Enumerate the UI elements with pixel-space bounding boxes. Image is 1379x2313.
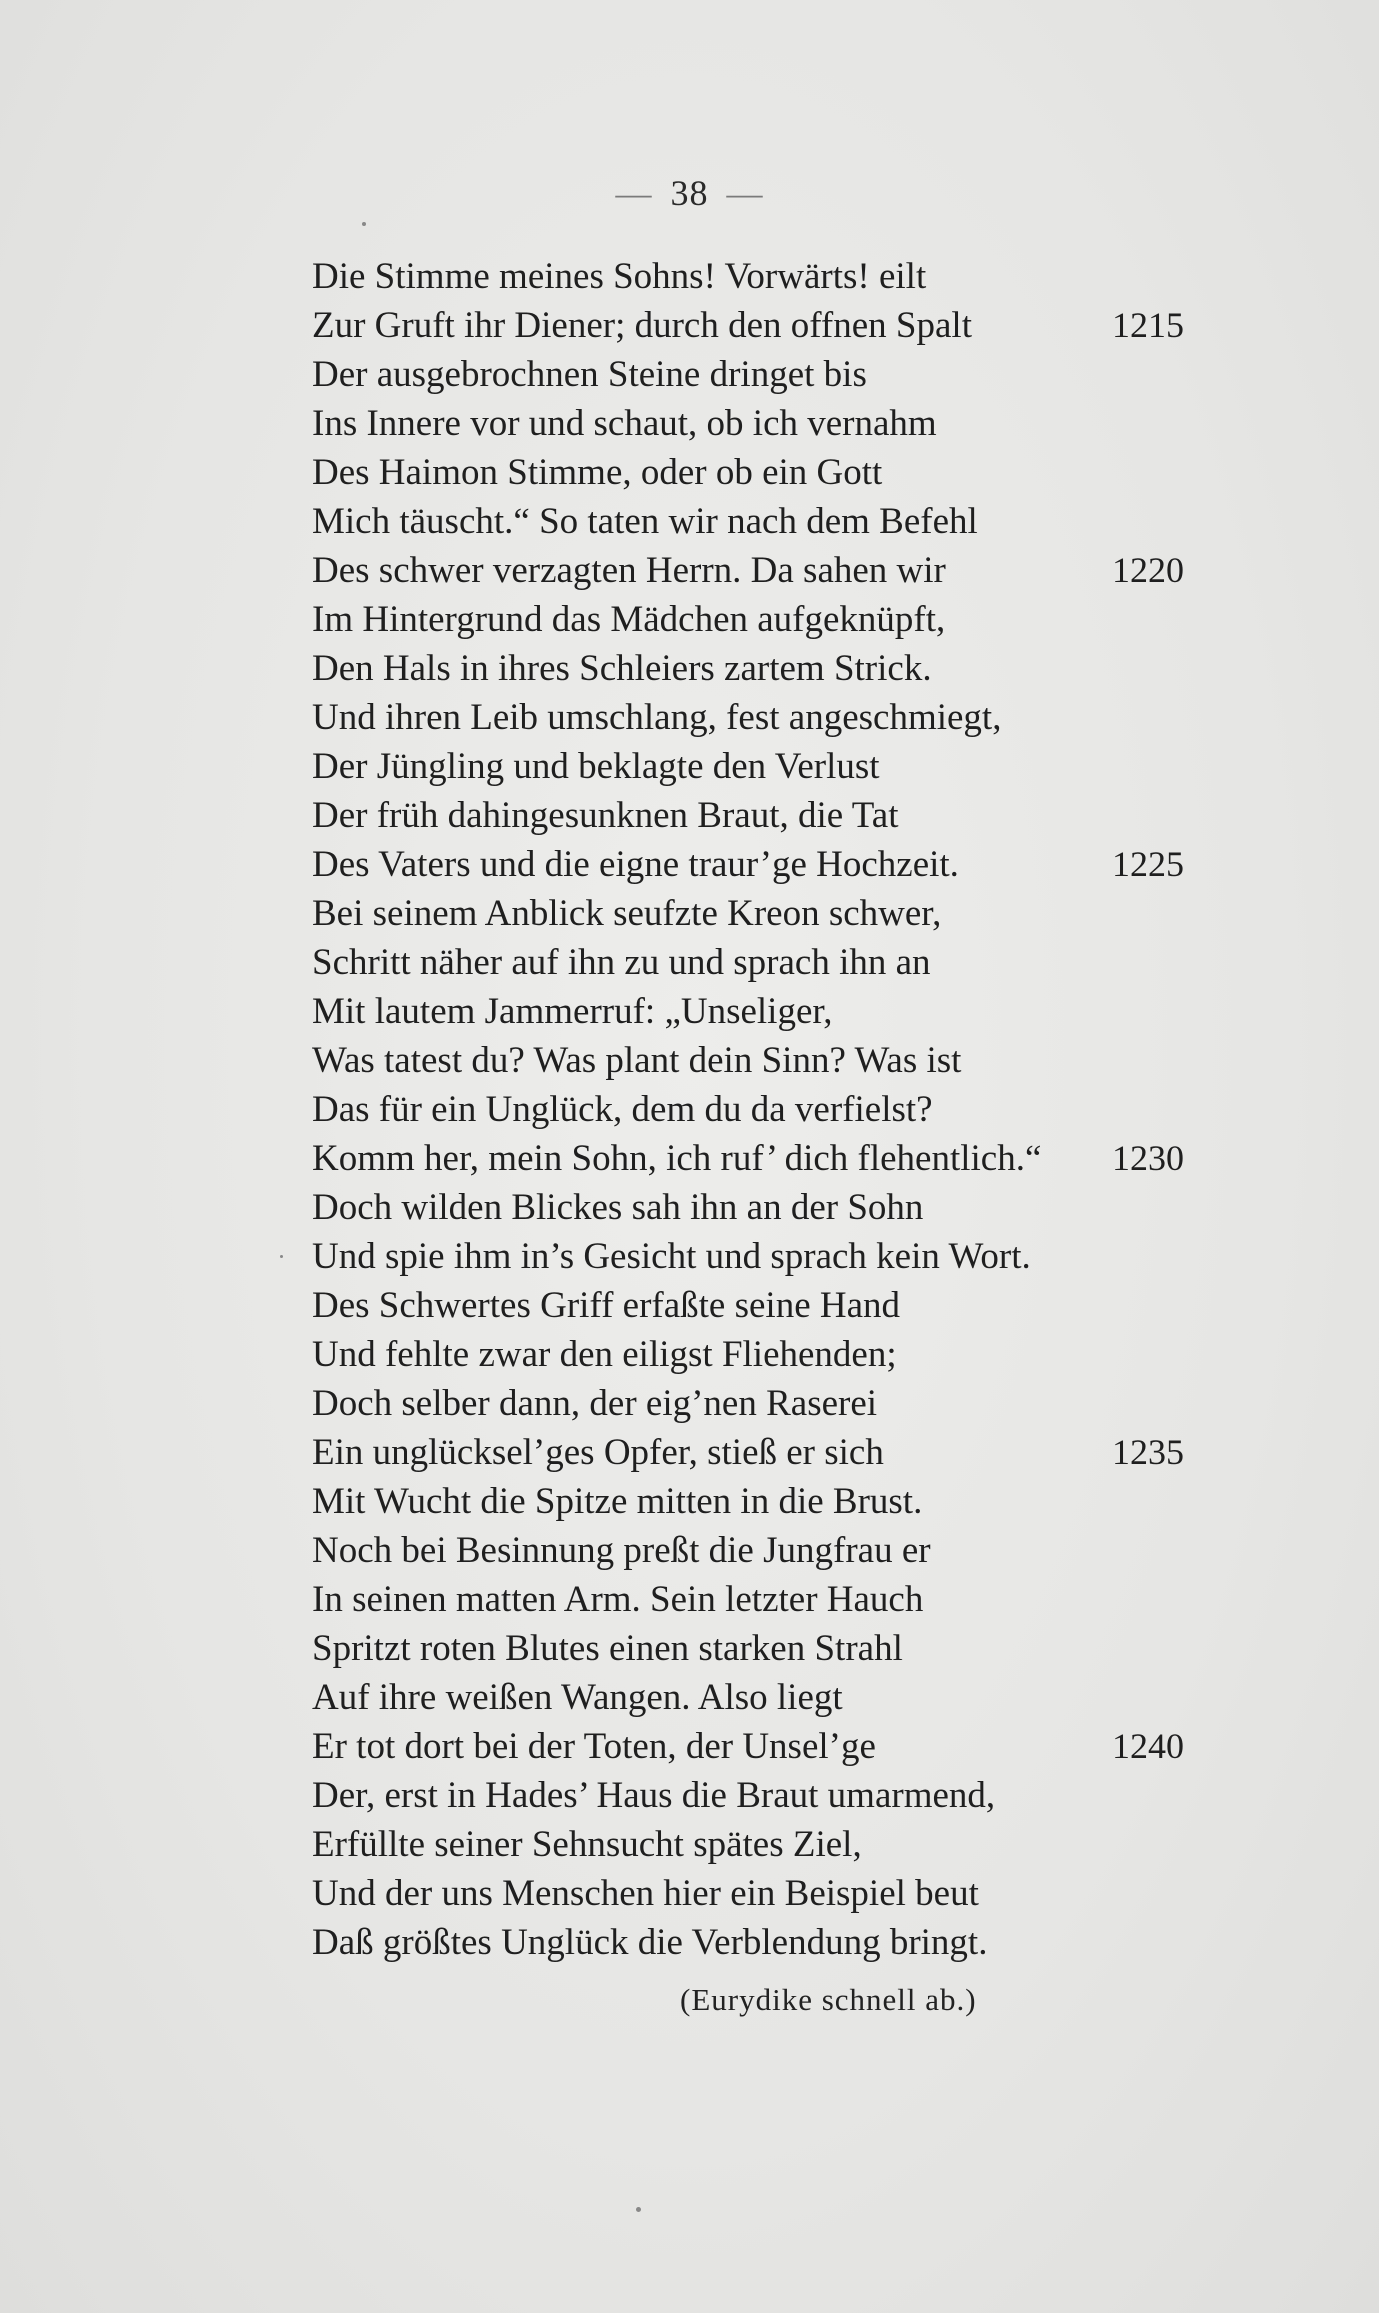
verse-line-text: Ins Innere vor und schaut, ob ich vernahm xyxy=(312,403,937,444)
verse-line xyxy=(312,1918,1212,1967)
verse-block xyxy=(312,252,1212,1967)
verse-line xyxy=(312,546,1212,595)
verse-line xyxy=(312,1183,1212,1232)
verse-line xyxy=(312,1575,1212,1624)
verse-line-text: Komm her, mein Sohn, ich ruf’ dich flehentlich.“ xyxy=(312,1138,1042,1179)
verse-line-text: Zur Gruft ihr Diener; durch den offnen Spalt xyxy=(312,305,972,346)
verse-line xyxy=(312,791,1212,840)
verse-line xyxy=(312,595,1212,644)
verse-line xyxy=(312,301,1212,350)
verse-line-text: Den Hals in ihres Schleiers zartem Strick. xyxy=(312,648,932,689)
verse-line-text: Bei seinem Anblick seufzte Kreon schwer, xyxy=(312,893,942,934)
verse-line xyxy=(312,987,1212,1036)
stage-direction: (Eurydike schnell ab.) xyxy=(680,1982,977,2017)
verse-line-text: Und fehlte zwar den eiligst Fliehenden; xyxy=(312,1334,897,1375)
verse-line xyxy=(312,1379,1212,1428)
verse-line-text: Doch selber dann, der eig’nen Raserei xyxy=(312,1383,878,1424)
verse-line-text: Und der uns Menschen hier ein Beispiel beut xyxy=(312,1873,979,1914)
verse-line xyxy=(312,1232,1212,1281)
verse-line-text: Mich täuscht.“ So taten wir nach dem Befehl xyxy=(312,501,978,542)
verse-line-text: Er tot dort bei der Toten, der Unsel’ge xyxy=(312,1726,876,1767)
verse-line xyxy=(312,1869,1212,1918)
line-number: 1215 xyxy=(1112,305,1184,345)
page-number-header xyxy=(0,172,1379,214)
verse-line-text: Des Vaters und die eigne traur’ge Hochzeit. xyxy=(312,844,959,885)
paper-speck xyxy=(280,1255,283,1258)
paper-speck xyxy=(636,2207,641,2212)
verse-line xyxy=(312,644,1212,693)
header-dash-left: — xyxy=(615,173,653,213)
verse-line xyxy=(312,399,1212,448)
verse-line xyxy=(312,693,1212,742)
line-number: 1230 xyxy=(1112,1138,1184,1178)
verse-line-text: Der Jüngling und beklagte den Verlust xyxy=(312,746,880,787)
verse-line xyxy=(312,1428,1212,1477)
verse-line xyxy=(312,350,1212,399)
verse-line xyxy=(312,938,1212,987)
verse-line xyxy=(312,1820,1212,1869)
verse-line-text: Auf ihre weißen Wangen. Also liegt xyxy=(312,1677,843,1718)
verse-line xyxy=(312,1281,1212,1330)
verse-line-text: Der früh dahingesunknen Braut, die Tat xyxy=(312,795,899,836)
verse-line xyxy=(312,497,1212,546)
verse-line xyxy=(312,1624,1212,1673)
line-number: 1220 xyxy=(1112,550,1184,590)
verse-line-text: Ein unglücksel’ges Opfer, stieß er sich xyxy=(312,1432,884,1473)
header-dash-right: — xyxy=(726,173,764,213)
verse-line xyxy=(312,1036,1212,1085)
verse-line-text: Der, erst in Hades’ Haus die Braut umarmend, xyxy=(312,1775,996,1816)
verse-line-text: Und ihren Leib umschlang, fest angeschmiegt, xyxy=(312,697,1002,738)
verse-line-text: Die Stimme meines Sohns! Vorwärts! eilt xyxy=(312,256,927,297)
verse-line-text: Was tatest du? Was plant dein Sinn? Was ist xyxy=(312,1040,962,1081)
verse-line xyxy=(312,1673,1212,1722)
line-number: 1225 xyxy=(1112,844,1184,884)
verse-line-text: In seinen matten Arm. Sein letzter Hauch xyxy=(312,1579,924,1620)
verse-line-text: Des schwer verzagten Herrn. Da sahen wir xyxy=(312,550,946,591)
verse-line-text: Der ausgebrochnen Steine dringet bis xyxy=(312,354,867,395)
verse-line-text: Spritzt roten Blutes einen starken Strahl xyxy=(312,1628,903,1669)
verse-line xyxy=(312,448,1212,497)
verse-line-text: Doch wilden Blickes sah ihn an der Sohn xyxy=(312,1187,924,1228)
verse-line xyxy=(312,1134,1212,1183)
verse-line-text: Des Schwertes Griff erfaßte seine Hand xyxy=(312,1285,901,1326)
verse-line-text: Noch bei Besinnung preßt die Jungfrau er xyxy=(312,1530,931,1571)
verse-line-text: Das für ein Unglück, dem du da verfielst? xyxy=(312,1089,933,1130)
verse-line-text: Des Haimon Stimme, oder ob ein Gott xyxy=(312,452,883,493)
verse-line xyxy=(312,252,1212,301)
verse-line-text: Schritt näher auf ihn zu und sprach ihn an xyxy=(312,942,931,983)
verse-line xyxy=(312,1330,1212,1379)
verse-line-text: Mit lautem Jammerruf: „Unseliger, xyxy=(312,991,833,1032)
verse-line xyxy=(312,1085,1212,1134)
page-number: 38 xyxy=(670,173,709,213)
verse-line-text: Und spie ihm in’s Gesicht und sprach kein Wort. xyxy=(312,1236,1031,1277)
verse-line xyxy=(312,1526,1212,1575)
paper-speck xyxy=(362,222,366,226)
verse-line-text: Mit Wucht die Spitze mitten in die Brust. xyxy=(312,1481,923,1522)
line-number: 1240 xyxy=(1112,1726,1184,1766)
verse-line xyxy=(312,889,1212,938)
verse-line-text: Erfüllte seiner Sehnsucht spätes Ziel, xyxy=(312,1824,862,1865)
verse-line xyxy=(312,1771,1212,1820)
line-number: 1235 xyxy=(1112,1432,1184,1472)
verse-line-text: Daß größtes Unglück die Verblendung bringt. xyxy=(312,1922,988,1963)
verse-line-text: Im Hintergrund das Mädchen aufgeknüpft, xyxy=(312,599,946,640)
verse-line xyxy=(312,1477,1212,1526)
verse-line xyxy=(312,840,1212,889)
verse-line xyxy=(312,1722,1212,1771)
verse-line xyxy=(312,742,1212,791)
